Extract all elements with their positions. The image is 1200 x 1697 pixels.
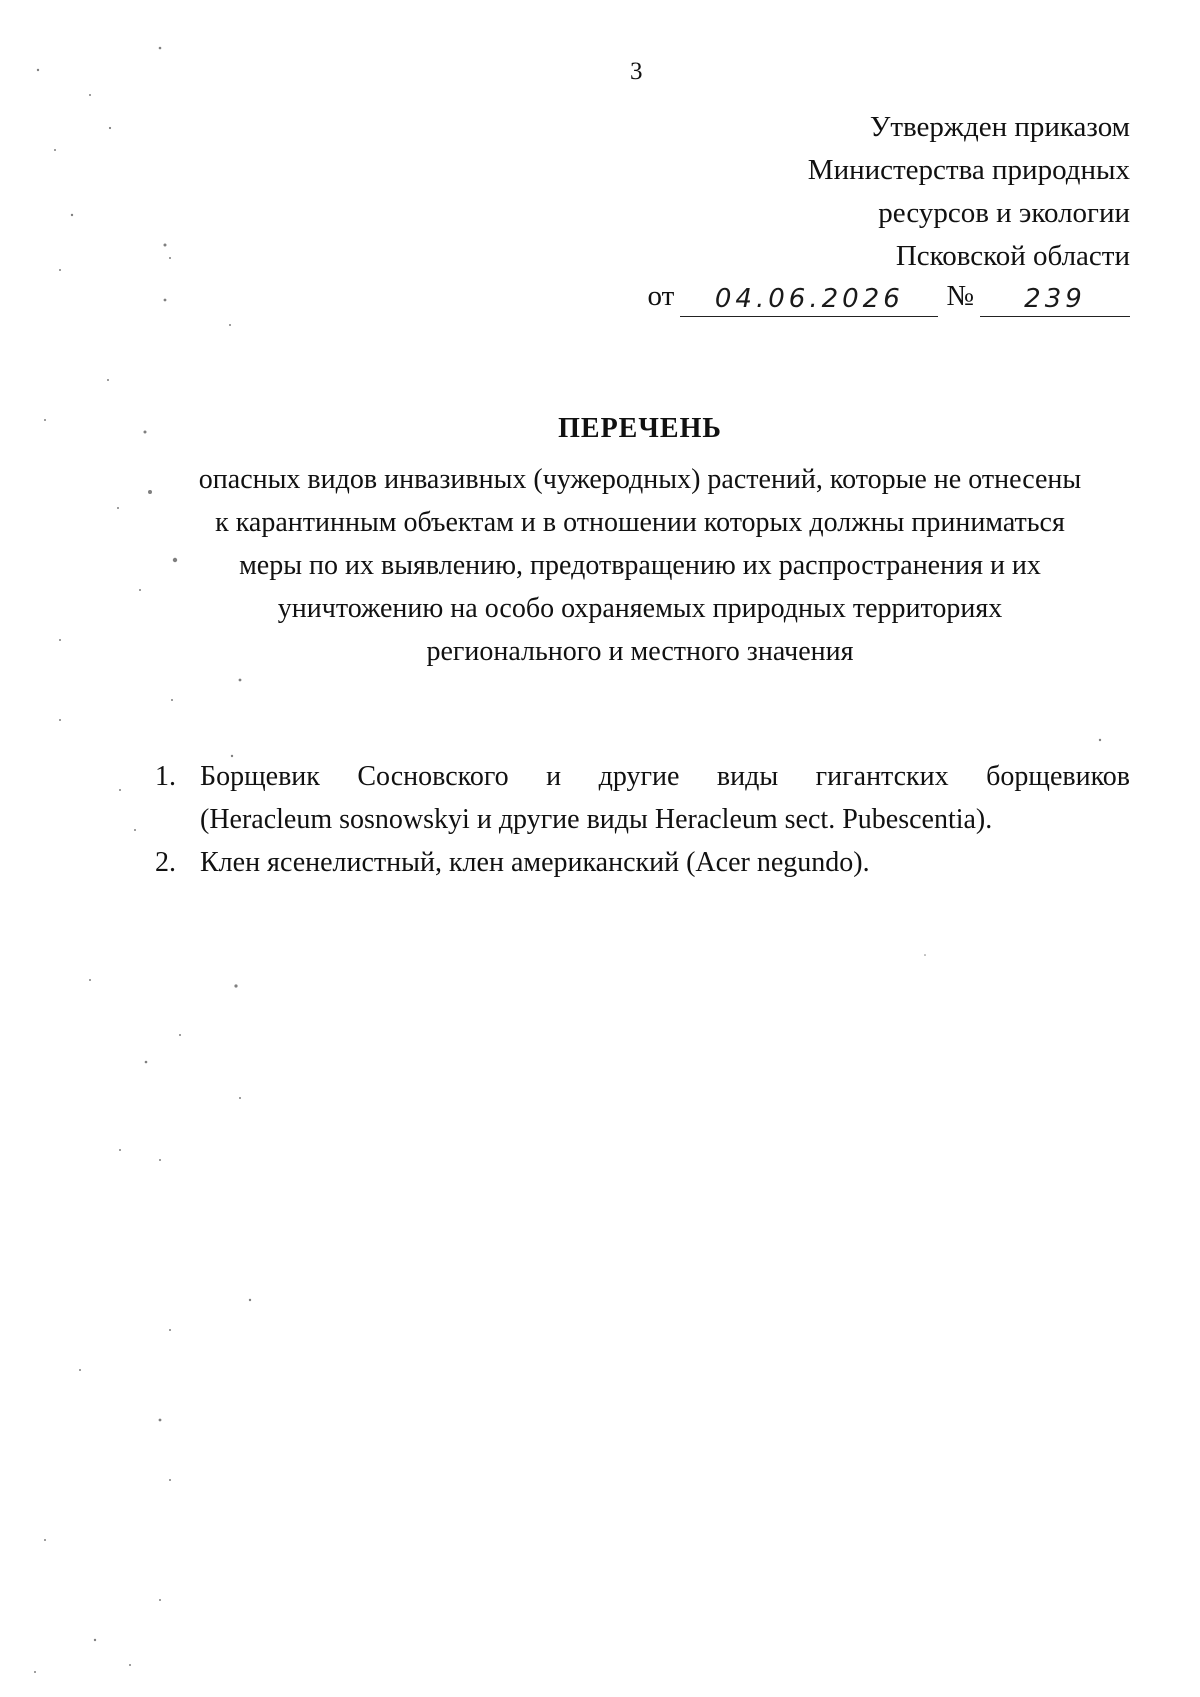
order-date-number <box>648 280 1130 317</box>
subtitle-line: меры по их выявлению, предотвращению их распространения и их <box>239 550 1041 581</box>
subtitle-line: регионального и местного значения <box>426 636 854 667</box>
item-text: Борщевик Сосновского и другие виды гигантских борщевиков <box>200 761 1130 792</box>
item-text: Клен ясенелистный, клен американский (Acer negundo). <box>200 847 870 878</box>
handwritten-number: 239 <box>980 284 1130 317</box>
item-number: 1. <box>155 761 176 792</box>
approval-block <box>808 106 1130 278</box>
approval-line: Министерства природных <box>807 154 1130 186</box>
item-number: 2. <box>155 847 176 878</box>
number-prefix: № <box>946 280 974 312</box>
approval-line: Утвержден приказом <box>869 111 1130 143</box>
subtitle-line: к карантинным объектам и в отношении которых должны приниматься <box>215 507 1065 538</box>
species-list <box>155 755 1130 884</box>
date-prefix: от <box>647 280 675 312</box>
subtitle-line: опасных видов инвазивных (чужеродных) растений, которые не отнесены <box>198 464 1082 495</box>
document-subtitle <box>150 458 1130 673</box>
page-number: 3 <box>630 58 643 85</box>
approval-line: Псковской области <box>895 240 1130 272</box>
document-title: ПЕРЕЧЕНЬ <box>558 413 722 444</box>
handwritten-date: 04.06.2026 <box>680 284 938 317</box>
subtitle-line: уничтожению на особо охраняемых природных территориях <box>277 593 1003 624</box>
approval-line: ресурсов и экологии <box>878 197 1130 229</box>
item-text-continuation: (Heracleum sosnowskyi и другие виды Heracleum sect. Pubescentia). <box>200 804 993 835</box>
list-item <box>155 841 1130 884</box>
list-item <box>155 755 1130 841</box>
